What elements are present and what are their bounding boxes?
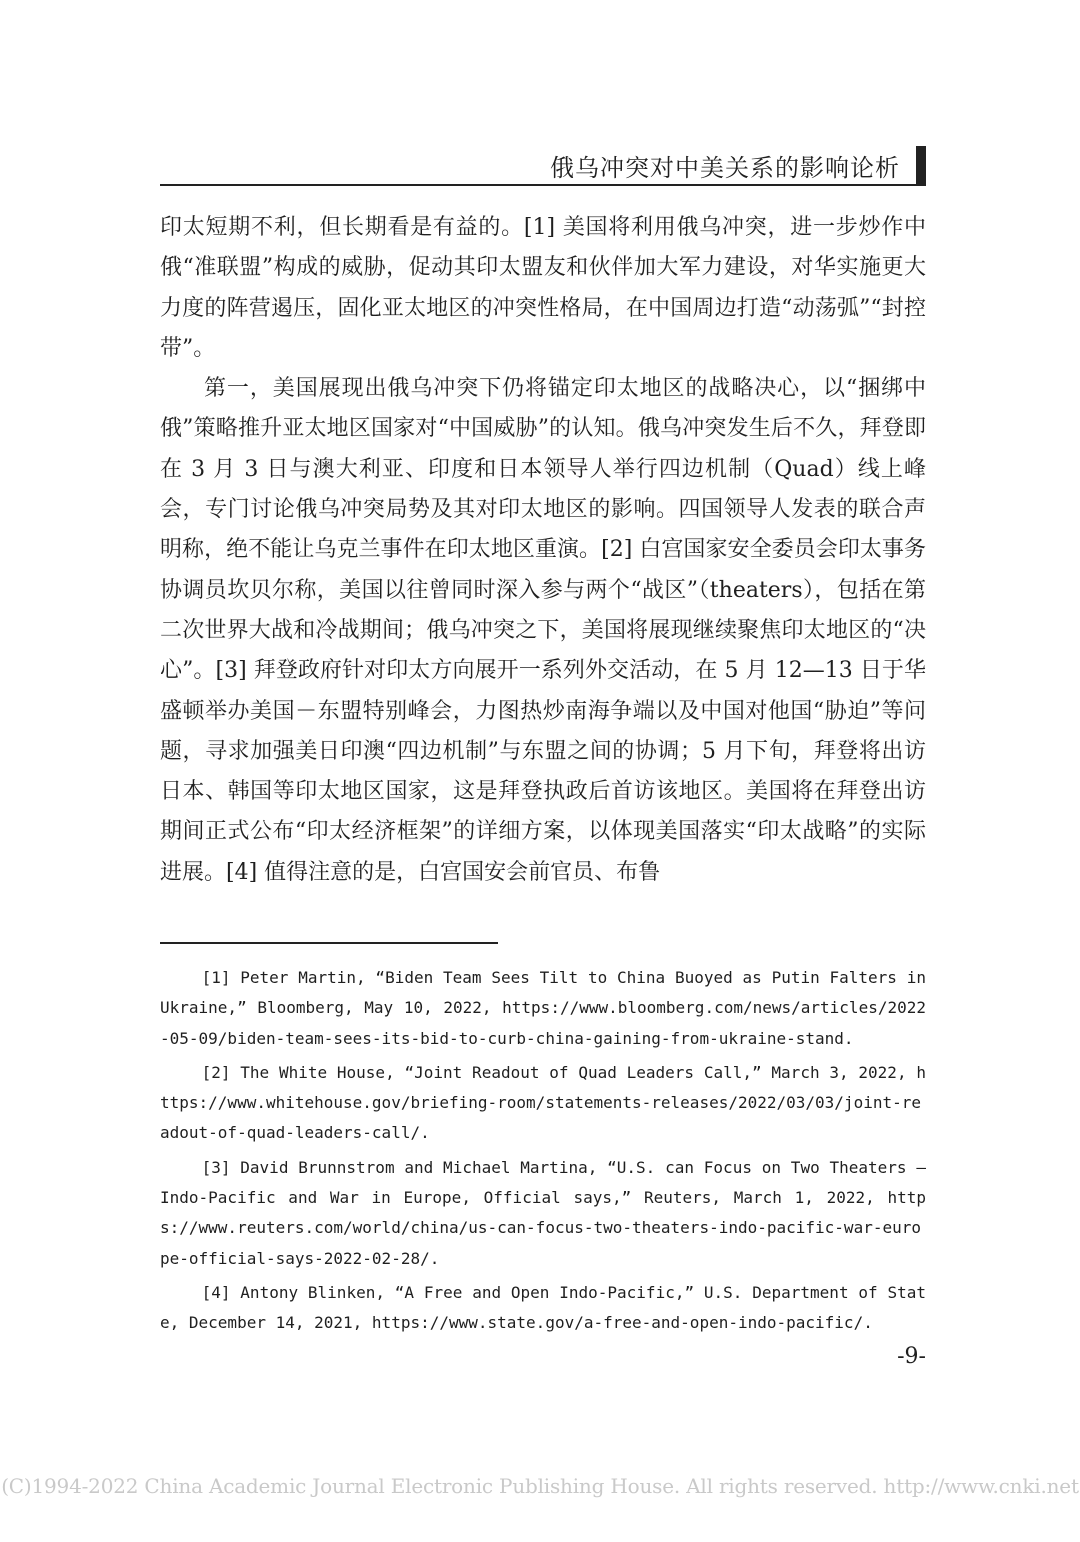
footnote-3: [3] David Brunnstrom and Michael Martina, “U.S. can Focus on Two Theaters – Indo-Pacific and War in Europe, Official says,” Reuters, March 1, 2022, https://www.reuters.com/world/china/us-can-focus-two-theaters-indo-pacific-war-europe-official-says-2022-02-28/.	[160, 1157, 926, 1268]
footnote-separator	[160, 942, 498, 944]
running-header-title: 俄乌冲突对中美关系的影响论析	[550, 154, 900, 182]
copyright-watermark: (C)1994-2022 China Academic Journal Electronic Publishing House. All rights reserved. http://www.cnki.net	[1, 1474, 1079, 1498]
paragraph-first-point: 第一，美国展现出俄乌冲突下仍将锚定印太地区的战略决心，以“捆绑中俄”策略推升亚太地区国家对“中国威胁”的认知。俄乌冲突发生后不久，拜登即在 3 月 3 日与澳大利亚、印度和日本领导人举行四边机制（Quad）线上峰会，专门讨论俄乌冲突局势及其对印太地区的影响。四国领导人发表的联合声明称，绝不能让乌克兰事件在印太地区重演。[2] 白宫国家安全委员会印太事务协调员坎贝尔称，美国以往曾同时深入参与两个“战区”（theaters），包括在第二次世界大战和冷战期间；俄乌冲突之下，美国将展现继续聚焦印太地区的“决心”。[3] 拜登政府针对印太方向展开一系列外交活动，在 5 月 12—13 日于华盛顿举办美国－东盟特别峰会，力图热炒南海争端以及中国对他国“胁迫”等问题，寻求加强美日印澳“四边机制”与东盟之间的协调；5 月下旬，拜登将出访日本、韩国等印太地区国家，这是拜登执政后首访该地区。美国将在拜登出访期间正式公布“印太经济框架”的详细方案，以体现美国落实“印太战略”的实际进展。[4] 值得注意的是，白宫国安会前官员、布鲁	[160, 376, 926, 885]
footnote-4: [4] Antony Blinken, “A Free and Open Indo-Pacific,” U.S. Department of State, December 14, 2021, https://www.state.gov/a-free-and-open-indo-pacific/.	[160, 1282, 926, 1333]
paragraph-continuation: 印太短期不利，但长期看是有益的。[1] 美国将利用俄乌冲突，进一步炒作中俄“准联盟”构成的威胁，促动其印太盟友和伙伴加大军力建设，对华实施更大力度的阵营遏压，固化亚太地区的冲突性格局，在中国周边打造“动荡弧”“封控带”。	[160, 215, 926, 361]
running-header	[160, 146, 926, 186]
footnote-1: [1] Peter Martin, “Biden Team Sees Tilt to China Buoyed as Putin Falters in Ukraine,” Bloomberg, May 10, 2022, https://www.bloomberg.com/news/articles/2022-05-09/biden-team-sees-its-bid-to-curb-china-gaining-from-ukraine-stand.	[160, 968, 926, 1048]
header-rule	[160, 184, 926, 186]
footnote-2: [2] The White House, “Joint Readout of Quad Leaders Call,” March 3, 2022, https://www.whitehouse.gov/briefing-room/statements-releases/2022/03/03/joint-readout-of-quad-leaders-call/.	[160, 1062, 926, 1143]
page-number: -9-	[897, 1344, 926, 1369]
header-marker-bar	[916, 146, 926, 184]
body-text	[160, 208, 926, 893]
footnotes	[160, 963, 926, 1343]
